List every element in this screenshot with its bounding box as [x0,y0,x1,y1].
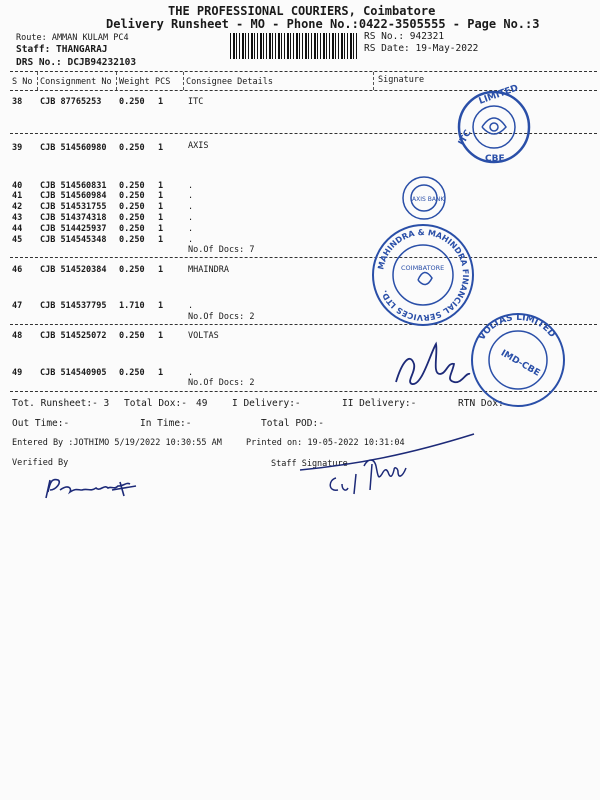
row-weight: 0.250 [119,181,145,191]
row-consignee: . [188,213,194,223]
row-consignee: . [188,191,194,201]
row-sno: 47 [12,301,23,311]
row-consignment: CJB 514425937 [40,224,107,234]
row-sno: 40 [12,181,23,191]
mahindra-stamp [373,225,473,325]
row-pcs: 1 [158,265,164,275]
staff-signature-label: Staff Signature [271,459,348,469]
row-weight: 0.250 [119,331,145,341]
col-header-consignment: Consignment No [40,77,112,87]
voltas-stamp-ring [477,313,557,342]
row-sno: 44 [12,224,23,234]
row-sno: 39 [12,143,23,153]
row-consignment: CJB 87765253 [40,97,102,107]
row-sno: 43 [12,213,23,223]
row-weight: 0.250 [119,213,145,223]
staff-label: Staff: THANGARAJ [16,44,108,55]
rs-number: RS No.: 942321 [364,31,445,42]
row-consignment: CJB 514525072 [40,331,107,341]
runsheet-subtitle: Delivery Runsheet - MO - Phone No.:0422-3505555 - Page No.:3 [106,17,540,31]
row-consignment: CJB 514560984 [40,191,107,201]
row-consignment: CJB 514560980 [40,143,107,153]
row-consignee: VOLTAS [188,331,219,341]
col-header-weight: Weight [119,77,150,87]
row-consignment: CJB 514540905 [40,368,107,378]
row-consignee: . [188,224,194,234]
row-sno: 46 [12,265,23,275]
row-consignee: . [188,368,194,378]
mahindra-stamp-city: COIMBATORE [401,264,445,272]
row-weight: 0.250 [119,97,145,107]
total-pod: Total POD:- [261,418,324,429]
row-sno: 45 [12,235,23,245]
row-pcs: 1 [158,235,164,245]
total-dox-label: Total Dox:- [124,398,187,409]
row-consignee: ITC [188,97,204,107]
entered-by: Entered By :JOTHIMO 5/19/2022 10:30:55 AM [12,438,222,448]
row-consignment: CJB 514520384 [40,265,107,275]
row-weight: 0.250 [119,235,145,245]
in-time: In Time:- [140,418,192,429]
i-delivery: I Delivery:- [232,398,301,409]
row-weight: 0.250 [119,265,145,275]
row-consignee: . [188,181,194,191]
row-consignment: CJB 514374318 [40,213,107,223]
row-pcs: 1 [158,213,164,223]
rtn-dox: RTN Dox: [458,398,504,409]
staff-signature [300,434,474,494]
mahindra-ring-text: MAHINDRA & MAHINDRA FINANCIAL SERVICES LTD. [376,227,471,323]
mahindra-stamp-ring [376,228,470,322]
itc-stamp-top: LIMITED [477,83,520,107]
itc-stamp-bottom: CBE [485,154,505,164]
row-pcs: 1 [158,202,164,212]
row-pcs: 1 [158,191,164,201]
row-pcs: 1 [158,331,164,341]
row-sno: 42 [12,202,23,212]
col-header-consignee: Consignee Details [186,77,273,87]
itc-stamp [456,92,529,162]
total-dox-value: 49 [196,398,208,409]
printed-on: Printed on: 19-05-2022 10:31:04 [246,438,405,448]
row-consignment: CJB 514545348 [40,235,107,245]
row-consignment: CJB 514537795 [40,301,107,311]
row-weight: 0.250 [119,202,145,212]
row-consignment: CJB 514531755 [40,202,107,212]
row-consignee: AXIS [188,141,209,151]
row-pcs: 1 [158,368,164,378]
row-pcs: 1 [158,143,164,153]
row-consignee: . [188,202,194,212]
verified-by: Verified By [12,458,69,468]
row-sno: 49 [12,368,23,378]
total-runsheet: Tot. Runsheet:- 3 [12,398,110,409]
row-weight: 0.250 [119,143,145,153]
out-time: Out Time:- [12,418,70,429]
voltas-stamp-center: IMD-CBE [498,348,542,379]
row-pcs: 1 [158,181,164,191]
col-header-pcs: PCS [155,77,171,87]
verified-signature [46,480,136,499]
row-weight: 0.250 [119,224,145,234]
col-header-sno: S No [12,77,33,87]
row-pcs: 1 [158,97,164,107]
row-sno: 38 [12,97,23,107]
row-sno: 48 [12,331,23,341]
row-weight: 1.710 [119,301,145,311]
docs-count: No.Of Docs: 2 [188,378,255,388]
col-header-signature: Signature [378,75,425,85]
itc-stamp-left: ITC [456,128,474,148]
docs-count: No.Of Docs: 7 [188,245,255,255]
ii-delivery: II Delivery:- [342,398,417,409]
row-sno: 41 [12,191,23,201]
row-weight: 0.250 [119,191,145,201]
axis-stamp-label: AXIS BANK [412,196,445,203]
docs-count: No.Of Docs: 2 [188,312,255,322]
consignee-signature [396,344,470,384]
company-name: THE PROFESSIONAL COURIERS, Coimbatore [168,4,436,18]
row-pcs: 1 [158,301,164,311]
row-consignee: . [188,235,194,245]
row-consignee: MHAINDRA [188,265,229,275]
row-weight: 0.250 [119,368,145,378]
route-label: Route: AMMAN KULAM PC4 [16,33,129,43]
drs-number: DRS No.: DCJB94232103 [16,57,137,68]
row-pcs: 1 [158,224,164,234]
voltas-ring-text: VOLTAS LIMITED [477,312,557,343]
row-consignment: CJB 514560831 [40,181,107,191]
rs-date: RS Date: 19-May-2022 [364,43,479,54]
row-consignee: . [188,301,194,311]
